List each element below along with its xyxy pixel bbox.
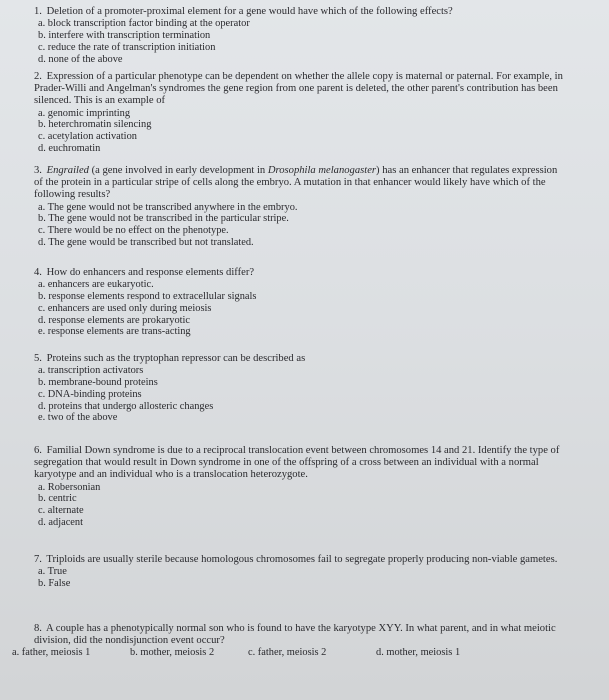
- question-4-option-d: d. response elements are prokaryotic: [38, 314, 191, 326]
- question-1-option-b: b. interfere with transcription termination: [38, 30, 211, 41]
- question-6-option-c: c. alternate: [38, 505, 84, 517]
- question-4-stem: 4. How do enhancers and response elements differ?: [34, 267, 255, 278]
- question-6: [0, 445, 600, 529]
- question-5: [0, 353, 600, 424]
- question-8-option-b: b. mother, meiosis 2: [130, 647, 215, 659]
- question-7-option-a: a. True: [38, 566, 67, 578]
- question-4-option-b: b. response elements respond to extracellular signals: [38, 291, 257, 302]
- question-2-stem: 2. Expression of a particular phenotype can be dependent on whether the allele copy is maternal or paternal. For example, in Prader-Willi and Angelman's syndromes the gene region from one parent is deleted, the other parent's contribution has been silenced. This is an example of: [34, 71, 563, 107]
- question-5-option-e: e. two of the above: [38, 412, 118, 424]
- question-5-option-d: d. proteins that undergo allosteric changes: [38, 400, 214, 412]
- question-8-option-c: c. father, meiosis 2: [248, 647, 327, 659]
- question-1-option-d: d. none of the above: [38, 53, 123, 65]
- question-5-option-a: a. transcription activators: [38, 365, 144, 377]
- question-3-option-d: d. The gene would be transcribed but not translated.: [38, 237, 254, 248]
- question-5-option-b: b. membrane-bound proteins: [38, 377, 158, 388]
- question-4-option-e: e. response elements are trans-acting: [38, 326, 191, 338]
- question-2-option-b: b. heterchromatin silencing: [38, 119, 152, 131]
- question-1-option-a: a. block transcription factor binding at the operator: [38, 18, 250, 30]
- question-3-option-a: a. The gene would not be transcribed anywhere in the embryo.: [38, 201, 298, 213]
- question-7: [0, 554, 600, 590]
- question-3-option-c: c. There would be no effect on the phenotype.: [38, 225, 229, 237]
- question-8-option-a: a. father, meiosis 1: [12, 647, 91, 659]
- question-2-option-c: c. acetylation activation: [38, 131, 137, 143]
- question-8-option-d: d. mother, meiosis 1: [376, 647, 461, 659]
- question-8: [0, 623, 600, 659]
- question-6-option-b: b. centric: [38, 493, 77, 505]
- question-4: [0, 267, 600, 338]
- question-6-option-d: d. adjacent: [38, 517, 84, 528]
- question-1-option-c: c. reduce the rate of transcription initiation: [38, 41, 216, 53]
- question-2-option-a: a. genomic imprinting: [38, 107, 131, 119]
- question-4-option-c: c. enhancers are used only during meiosis: [38, 302, 212, 314]
- question-8-options: [0, 647, 600, 659]
- question-7-option-b: b. False: [38, 578, 71, 589]
- question-2-option-d: d. euchromatin: [38, 143, 101, 154]
- question-6-stem: 6. Familial Down syndrome is due to a reciprocal translocation event between chromosomes 14 and 21. Identify the type of segregation that would result in Down syndrome in one of the offspring of a cross between an individual with a normal karyotype and an individual who is a translocation heterozygote.: [34, 445, 560, 481]
- question-4-option-a: a. enhancers are eukaryotic.: [38, 279, 154, 291]
- question-2: [0, 71, 600, 155]
- question-3: [0, 165, 600, 249]
- question-6-option-a: a. Robersonian: [38, 481, 101, 493]
- question-3-option-b: b. The gene would not be transcribed in the particular stripe.: [38, 213, 289, 225]
- question-5-stem: 5. Proteins such as the tryptophan repressor can be described as: [34, 353, 306, 364]
- question-7-stem: 7. Triploids are usually sterile because homologous chromosomes fail to segregate properly producing non-viable gametes.: [34, 554, 558, 565]
- question-5-option-c: c. DNA-binding proteins: [38, 388, 142, 400]
- question-1: [0, 6, 600, 65]
- question-1-stem: 1. Deletion of a promoter-proximal element for a gene would have which of the following effects?: [34, 6, 453, 17]
- question-8-stem: 8. A couple has a phenotypically normal son who is found to have the karyotype XYY. In what parent, and in what meiotic division, did the nondisjunction event occur?: [34, 623, 556, 647]
- question-3-stem: 3. Engrailed (a gene involved in early development in Drosophila melanogaster) has an enhancer that regulates expression of the protein in a particular stripe of cells along the embryo. A mutation in that enhancer would likely have which of the following results?: [34, 165, 558, 201]
